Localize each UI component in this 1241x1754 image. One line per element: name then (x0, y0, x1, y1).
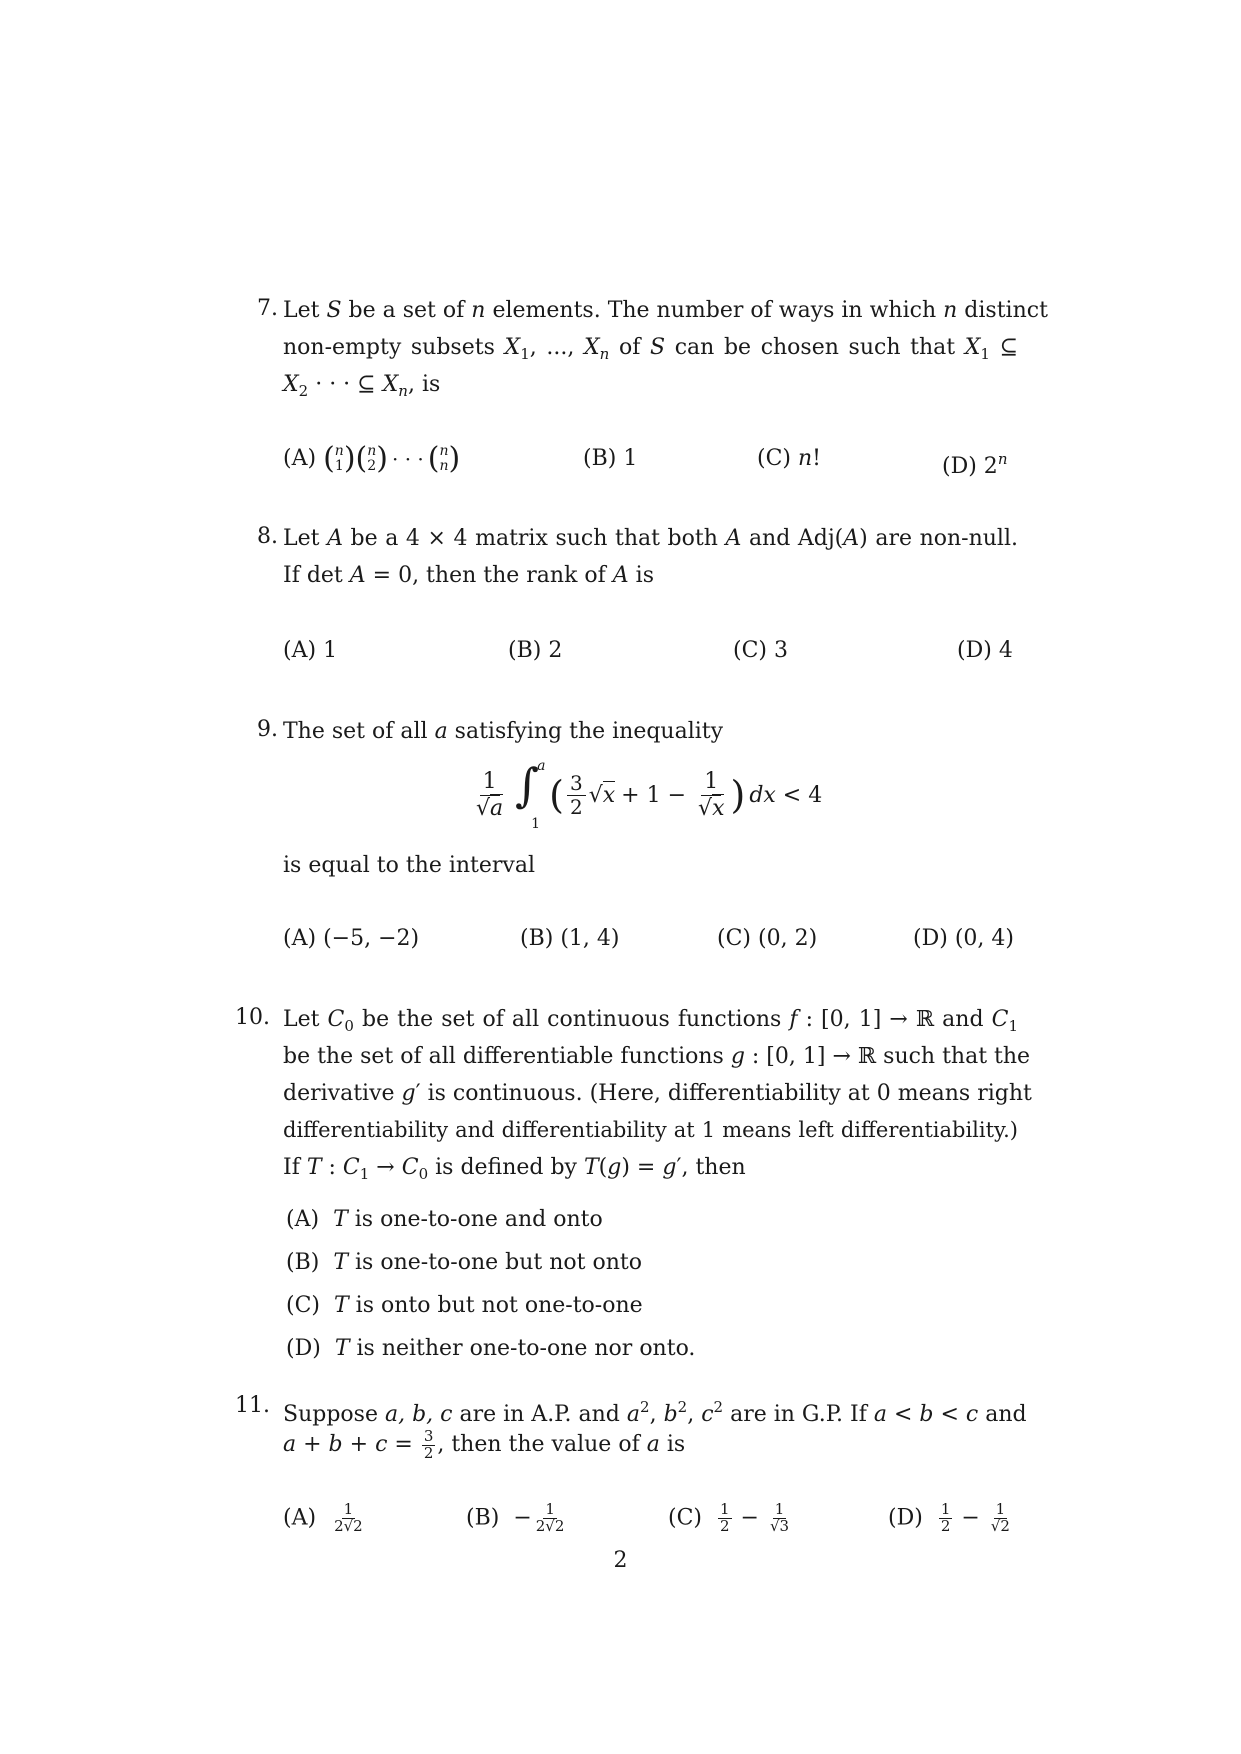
page-number: 2 (613, 1548, 628, 1573)
option-d[interactable]: (D) 4 (957, 638, 1013, 663)
question-number: 8. (257, 524, 278, 549)
question-7-line-3: $X_2$ · · · ⊆ $X_n$, is (283, 372, 441, 400)
question-number: 10. (235, 1005, 270, 1030)
question-9-line-2: is equal to the interval (283, 853, 536, 878)
question-11-line-2: a + b + c = $\frac{3}{2}$ , then the value of a is (283, 1426, 686, 1462)
option-b[interactable]: (B) 1 (583, 446, 638, 471)
question-8-line-2: If det A = 0, then the rank of A is (283, 563, 654, 588)
option-b[interactable]: (B) (1, 4) (520, 926, 620, 951)
option-b[interactable]: (B) T is one-to-one but not onto (286, 1250, 642, 1275)
inequality-formula: 1 √a ∫ a 1 ( 3 2 √x + 1 − $\frac{1}{√x}$ ) dx < 4 (476, 758, 823, 832)
option-a[interactable] (283, 441, 461, 476)
question-11-line-1: Suppose a, b, c are in A.P. and $a^2$, $b^2$, $c^2$ are in G.P. If a < b < c and (283, 1398, 1027, 1427)
option-b[interactable]: (B) − $\frac{1}{2√2}$ (466, 1500, 565, 1535)
option-c[interactable]: (C) T is onto but not one-to-one (286, 1293, 643, 1318)
binomial-product: ( n 1 ) ( n 2 ) · · · ( n n ) (323, 441, 461, 476)
option-a[interactable]: (A) (−5, −2) (283, 926, 420, 951)
question-10-line-5: If T : $C_1 \to C_0$ is defined by T(g) = g′, then (283, 1155, 746, 1183)
question-number: 11. (235, 1393, 270, 1418)
question-number: 9. (257, 717, 278, 742)
option-a[interactable]: (A) 1 (283, 638, 338, 663)
option-label: (A) (283, 446, 317, 471)
question-10-line-1: Let $C_0$ be the set of all continuous functions f : [0, 1] → ℝ and $C_1$ (283, 1007, 1019, 1035)
question-7-line-2: non-empty subsets $X_1$, ..., $X_n$ of S can be chosen such that $X_1$ ⊆ (283, 335, 1019, 363)
option-b[interactable]: (B) 2 (508, 638, 563, 663)
question-10-line-4: differentiability and differentiability at 1 means left differentiability.) (283, 1118, 1018, 1142)
question-number: 7. (257, 296, 278, 321)
question-10-line-2: be the set of all differentiable functions g : [0, 1] → ℝ such that the (283, 1044, 1031, 1069)
option-a[interactable]: (A) $\frac{1}{2√2}$ (283, 1500, 363, 1535)
question-7-line-1: Let S be a set of n elements. The number of ways in which n distinct (283, 298, 1048, 323)
option-c[interactable]: (C) 3 (733, 638, 788, 663)
option-d[interactable]: (D) $\frac{1}{2}$ − $\frac{1}{√2}$ (888, 1500, 1010, 1535)
option-d[interactable]: (D) 2$^n$ (942, 450, 1008, 479)
option-a[interactable]: (A) T is one-to-one and onto (286, 1207, 603, 1232)
question-10-line-3: derivative g′ is continuous. (Here, differentiability at 0 means right (283, 1081, 1032, 1106)
option-c[interactable]: (C) $\frac{1}{2}$ − $\frac{1}{√3}$ (668, 1500, 790, 1535)
option-d[interactable]: (D) (0, 4) (913, 926, 1014, 951)
option-d[interactable]: (D) T is neither one-to-one nor onto. (286, 1336, 696, 1361)
question-8-line-1: Let A be a 4 × 4 matrix such that both A and Adj(A) are non-null. (283, 526, 1018, 551)
question-9-line-1: The set of all a satisfying the inequality (283, 719, 724, 744)
option-c[interactable]: (C) n! (757, 446, 822, 471)
option-c[interactable]: (C) (0, 2) (717, 926, 818, 951)
